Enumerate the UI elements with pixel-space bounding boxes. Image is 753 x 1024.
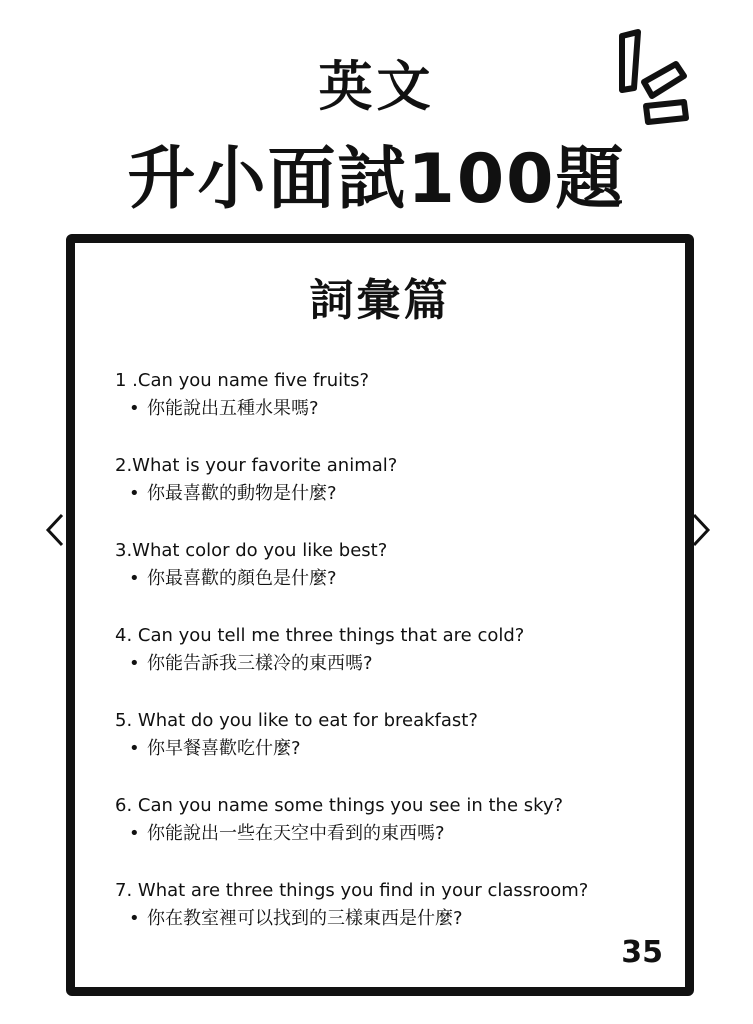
question-english: 1 .Can you name five fruits? (115, 370, 370, 391)
bullet-icon: • (129, 653, 140, 674)
question-english: 7. What are three things you find in your classroom? (115, 880, 589, 901)
question-english: 2.What is your favorite animal? (115, 455, 398, 476)
question-chinese-row (115, 820, 675, 848)
question-english: 3.What color do you like best? (115, 540, 388, 561)
bullet-icon: • (129, 738, 140, 759)
question-english: 5. What do you like to eat for breakfast? (115, 710, 478, 731)
title-line-2: 升小面試100題 (127, 140, 626, 219)
question-chinese-row (115, 395, 675, 423)
question-chinese: 你能告訴我三樣冷的東西嗎? (147, 653, 373, 674)
bullet-icon: • (129, 823, 140, 844)
question-chinese: 你早餐喜歡吃什麼? (147, 738, 301, 759)
question-chinese-row (115, 480, 675, 508)
question-chinese-row (115, 735, 675, 763)
bullet-icon: • (129, 483, 140, 504)
bullet-icon: • (129, 568, 140, 589)
question-english: 6. Can you name some things you see in the sky? (115, 795, 564, 816)
exclamation-marks-doodle-icon (600, 22, 710, 142)
question-item (115, 452, 675, 537)
question-chinese: 你最喜歡的動物是什麼? (147, 483, 337, 504)
content-card (66, 234, 694, 996)
question-chinese: 你在教室裡可以找到的三樣東西是什麼? (147, 908, 463, 929)
question-item (115, 367, 675, 452)
bullet-icon: • (129, 398, 140, 419)
question-item (115, 707, 675, 792)
chevron-left-icon[interactable] (44, 513, 66, 547)
question-chinese: 你能說出五種水果嗎? (147, 398, 319, 419)
question-chinese-row (115, 650, 675, 678)
question-chinese: 你能說出一些在天空中看到的東西嗎? (147, 823, 445, 844)
question-item (115, 877, 675, 962)
question-chinese-row (115, 905, 675, 933)
page-number: 35 (621, 935, 663, 970)
question-chinese-row (115, 565, 675, 593)
question-chinese: 你最喜歡的顏色是什麼? (147, 568, 337, 589)
question-item (115, 537, 675, 622)
bullet-icon: • (129, 908, 140, 929)
section-title: 詞彙篇 (309, 275, 451, 326)
question-item (115, 622, 675, 707)
question-item (115, 792, 675, 877)
question-list (115, 367, 675, 962)
title-line-1: 英文 (318, 55, 435, 118)
question-english: 4. Can you tell me three things that are cold? (115, 625, 525, 646)
